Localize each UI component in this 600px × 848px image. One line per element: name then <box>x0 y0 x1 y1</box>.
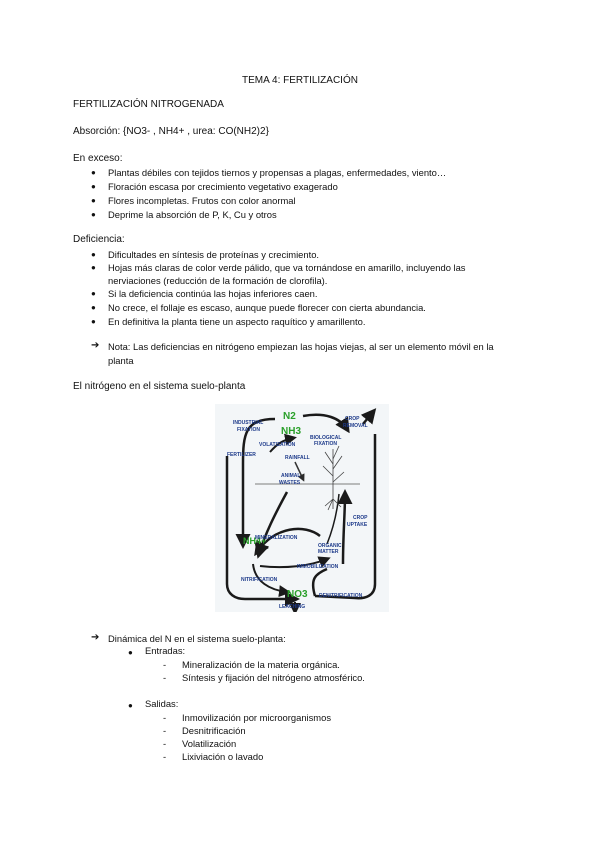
list-item: Floración escasa por crecimiento vegetativo exagerado <box>108 181 338 192</box>
biological-fixation-label: FIXATION <box>314 441 337 447</box>
nitrification-label: NITRIFICATION <box>241 577 278 583</box>
list-item: Plantas débiles con tejidos tiernos y propensas a plagas, enfermedades, viento… <box>108 167 447 178</box>
output-item: Lixiviación o lavado <box>182 751 264 762</box>
deficiency-heading: Deficiencia: <box>73 234 125 245</box>
note-line: Nota: Las deficiencias en nitrógeno empiezan las hojas viejas, al ser un elemento móvil en la <box>108 341 494 352</box>
dash: - <box>163 659 167 670</box>
list-item: Deprime la absorción de P, K, Cu y otros <box>108 209 277 220</box>
no3-label: NO3 <box>287 589 308 600</box>
rainfall-label: RAINFALL <box>285 455 310 461</box>
n2-label: N2 <box>283 411 296 422</box>
organic-label: ORGANIC <box>318 543 342 549</box>
inputs-label: Entradas: <box>145 645 186 656</box>
section-heading: FERTILIZACIÓN NITROGENADA <box>73 99 224 110</box>
dash: - <box>163 712 167 723</box>
crop-uptake-label-2: UPTAKE <box>347 522 368 528</box>
dash: - <box>163 672 167 683</box>
dash: - <box>163 738 167 749</box>
nh3-label: NH3 <box>281 426 302 437</box>
biological-label: BIOLOGICAL <box>310 435 342 441</box>
immobilization-label: IMMOBILIZATION <box>297 564 339 570</box>
bullet: ● <box>128 701 133 710</box>
volatization-label: VOLATIZATION <box>259 442 296 448</box>
absorption-line: Absorción: {NO3- , NH4+ , urea: CO(NH2)2} <box>73 126 269 137</box>
dash: - <box>163 725 167 736</box>
dynamics-heading: Dinámica del N en el sistema suelo-planta: <box>108 633 286 644</box>
crop-uptake-label-1: CROP <box>353 515 368 521</box>
bullet: ● <box>91 250 96 259</box>
excess-heading: En exceso: <box>73 153 123 164</box>
bullet: ● <box>91 289 96 298</box>
bullet: ● <box>91 210 96 219</box>
list-item: Hojas más claras de color verde pálido, que va tornándose en amarillo, incluyendo las <box>108 262 466 273</box>
industrial-label: INDUSTRIAL <box>233 420 264 426</box>
crop-removal-label-2: REMOVAL <box>343 423 368 429</box>
fertilizer-label: FERTILIZER <box>227 452 256 458</box>
list-item: En definitiva la planta tiene un aspecto raquítico y amarillento. <box>108 316 366 327</box>
animal-label: ANIMAL <box>281 473 301 479</box>
input-item: Mineralización de la materia orgánica. <box>182 659 340 670</box>
output-item: Volatilización <box>182 738 237 749</box>
list-item: Dificultades en síntesis de proteínas y crecimiento. <box>108 249 320 260</box>
bullet: ● <box>91 263 96 272</box>
arrow-bullet: ➔ <box>91 340 100 351</box>
list-item-continuation: nerviaciones (reducción de la formación de clorofila). <box>108 275 328 286</box>
outputs-label: Salidas: <box>145 698 179 709</box>
bullet: ● <box>91 196 96 205</box>
note-line-continuation: planta <box>108 355 134 366</box>
bullet: ● <box>91 168 96 177</box>
arrow-bullet: ➔ <box>91 632 100 643</box>
output-item: Inmovilización por microorganismos <box>182 712 332 723</box>
matter-label: MATTER <box>318 549 339 555</box>
fixation-label: FIXATION <box>237 427 260 433</box>
denitrification-label: DENITRIFICATION <box>319 593 363 599</box>
list-item: Flores incompletas. Frutos con color anormal <box>108 195 296 206</box>
page-title: TEMA 4: FERTILIZACIÓN <box>242 75 358 86</box>
bullet: ● <box>91 182 96 191</box>
nitrogen-cycle-diagram <box>215 404 389 612</box>
bullet: ● <box>91 303 96 312</box>
leaching-label: LEACHING <box>279 604 306 610</box>
list-item: Si la deficiencia continúa las hojas inferiores caen. <box>108 288 318 299</box>
input-item: Síntesis y fijación del nitrógeno atmosférico. <box>182 672 365 683</box>
nh4-label: NH4+ <box>243 536 267 546</box>
bullet: ● <box>91 317 96 326</box>
list-item: No crece, el follaje es escaso, aunque puede florecer con cierta abundancia. <box>108 302 426 313</box>
dash: - <box>163 751 167 762</box>
cycle-heading: El nitrógeno en el sistema suelo-planta <box>73 381 246 392</box>
output-item: Desnitrificación <box>182 725 246 736</box>
mineralization-label: MINERALIZATION <box>255 535 298 541</box>
crop-removal-label-1: CROP <box>345 416 360 422</box>
wastes-label: WASTES <box>279 480 301 486</box>
bullet: ● <box>128 648 133 657</box>
